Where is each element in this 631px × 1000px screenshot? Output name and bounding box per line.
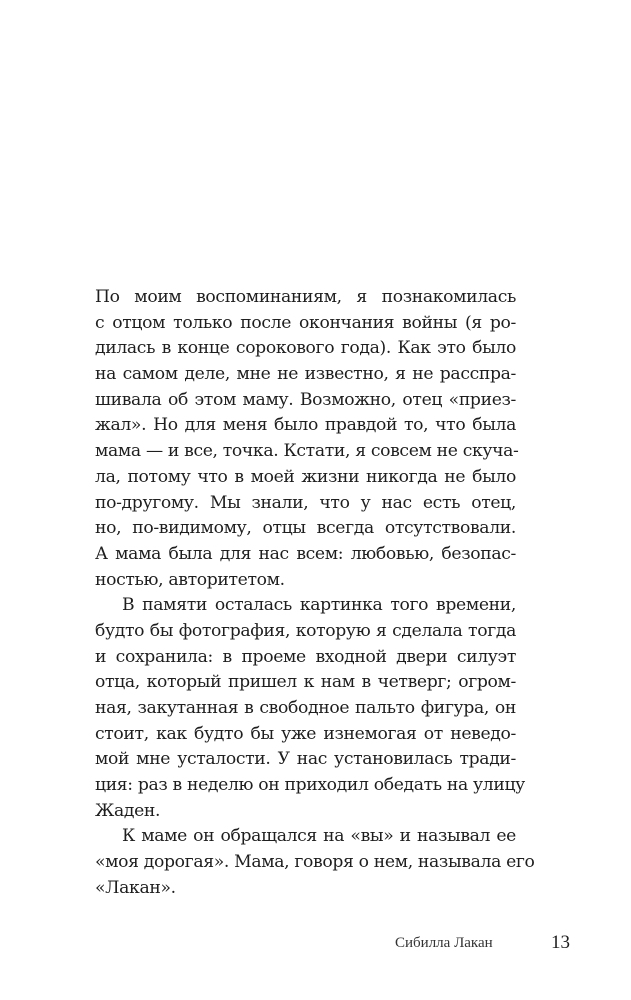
text-line: но, по-видимому, отцы всегда отсутствовали. [95,518,516,539]
text-line: По моим воспоминаниям, я познакомилась [95,287,516,307]
paragraph-2 [95,593,525,824]
text-line: шивала об этом маму. Возможно, отец «приез- [95,389,516,410]
text-line: с отцом только после окончания войны (я ро- [95,312,516,333]
text-line: Жаден. [95,800,161,821]
text-line: стоит, как будто бы уже изнемогая от неведо- [95,723,516,744]
text-line: В памяти осталась картинка того времени, [122,595,516,616]
text-line: мой мне усталости. У нас установилась тради- [95,749,516,770]
text-line: мама — и все, точка. Кстати, я совсем не скуча- [95,441,519,462]
text-line: К маме он обращался на «вы» и называл ее [122,826,516,847]
text-line: и сохранила: в проеме входной двери силуэт [95,646,516,667]
paragraph-1 [95,285,519,593]
text-line: дилась в конце сорокового года). Как это было [95,338,516,359]
text-line: жал». Но для меня было правдой то, что была [95,415,516,436]
page-footer [0,932,631,956]
text-line: ла, потому что в моей жизни никогда не было [95,466,516,487]
text-line: по-другому. Мы знали, что у нас есть отец, [95,492,516,513]
paragraph-3 [95,824,535,901]
running-head-author: Сибилла Лакан [395,935,493,951]
text-line: ностью, авторитетом. [95,569,285,590]
page-number: 13 [551,932,570,953]
text-line: на самом деле, мне не известно, я не расспра- [95,364,516,385]
text-line: отца, который пришел к нам в четверг; огром- [95,672,516,693]
text-line: А мама была для нас всем: любовью, безопас- [95,543,516,564]
text-line: будто бы фотография, которую я сделала тогда [95,620,516,641]
body-text [95,285,535,902]
text-line: «Лакан». [95,877,176,898]
text-line: ная, закутанная в свободное пальто фигура, он [95,698,516,718]
text-line: «моя дорогая». Мама, говоря о нем, называла его [95,852,535,873]
text-line: ция: раз в неделю он приходил обедать на улицу [95,775,525,796]
